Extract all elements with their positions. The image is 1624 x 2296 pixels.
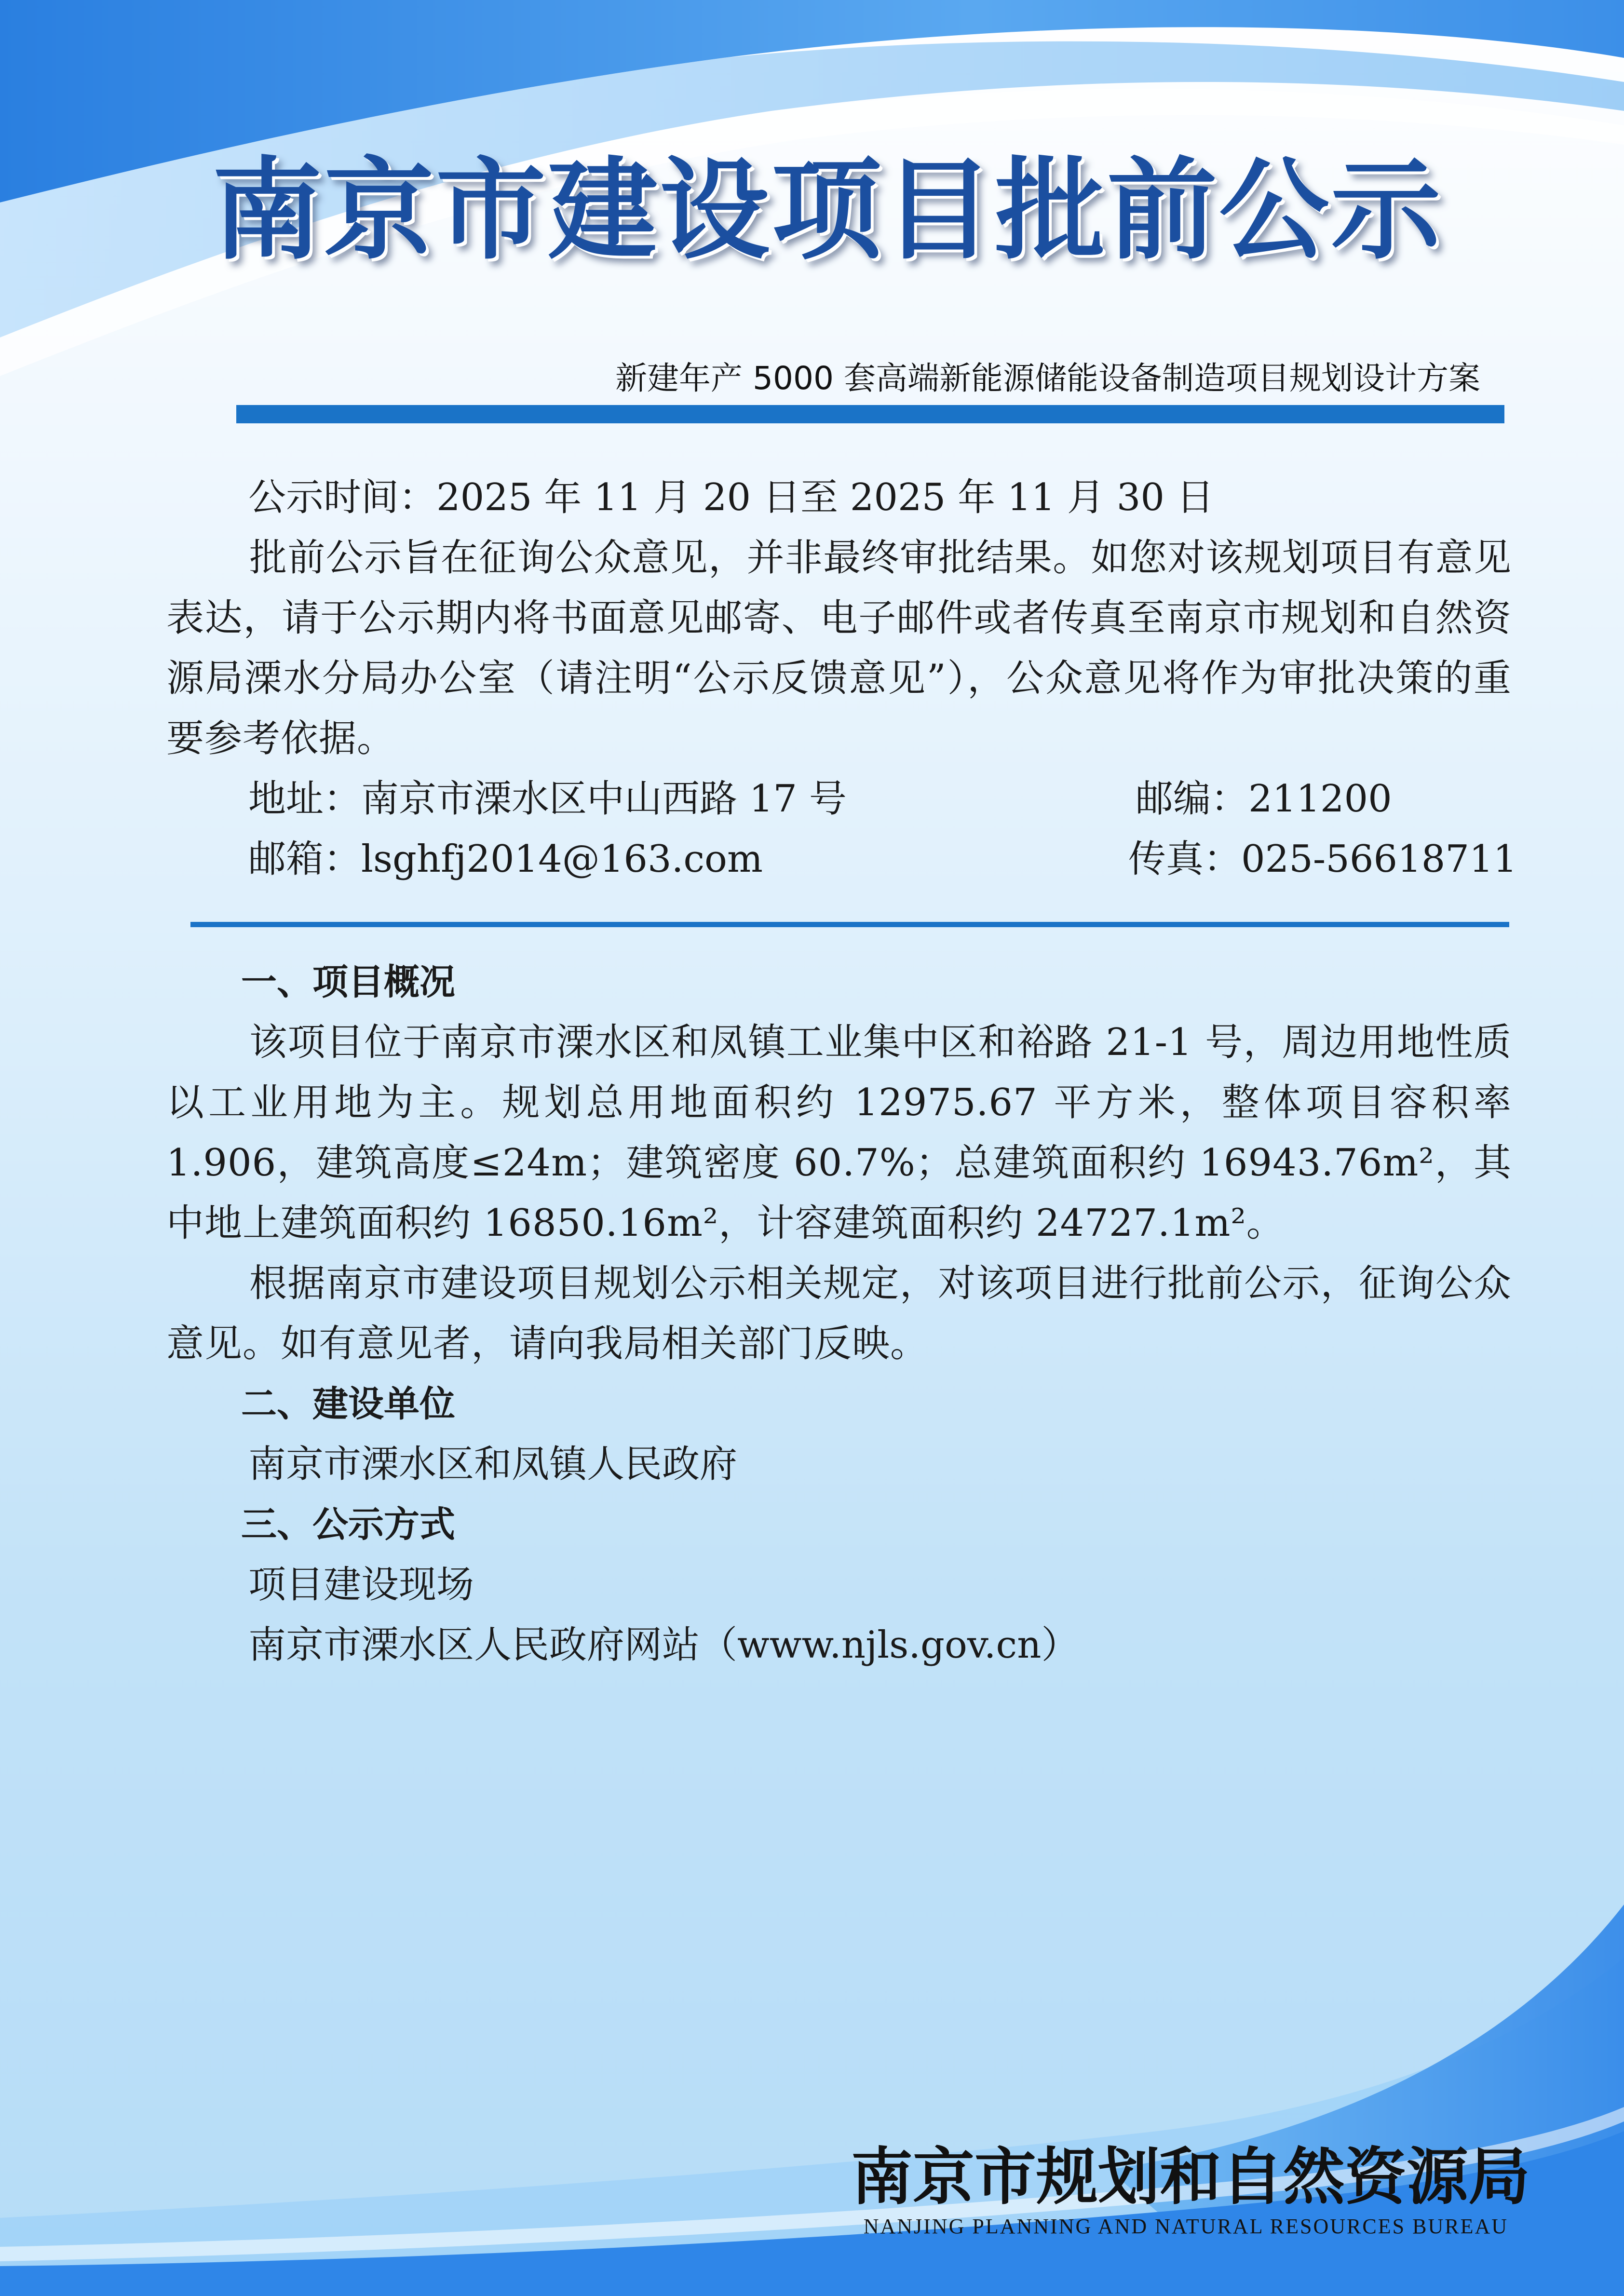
- method-item-site: 项目建设现场: [248, 1563, 474, 1607]
- page-title: 南京市建设项目批前公示: [212, 145, 1443, 274]
- builder-name: 南京市溧水区和凤镇人民政府: [248, 1443, 738, 1486]
- notice-email: 邮箱：lsghfj2014@163.com: [248, 837, 763, 881]
- overview-paragraph: 该项目位于南京市溧水区和凤镇工业集中区和裕路 21-1 号，周边用地性质以工业用地为主。规划总用地面积约 12975.67 平方米，整体项目容积率 1.906，建筑高度≤24m；建筑密度 60.7%；总建筑面积约 16943.76m²，其中地上建筑面积约 16850.16m²，计容建筑面积约 24727.1m²。: [166, 1021, 1512, 1245]
- notice-address: 地址：南京市溧水区中山西路 17 号: [248, 777, 847, 821]
- notice-postcode: 邮编：211200: [1136, 777, 1392, 821]
- org-name-english: NANJING PLANNING AND NATURAL RESOURCES BUREAU: [863, 2215, 1508, 2238]
- section-divider: [190, 922, 1509, 927]
- project-name: 新建年产 5000 套高端新能源储能设备制造项目规划设计方案: [615, 360, 1480, 397]
- header-divider: [236, 405, 1504, 423]
- section-heading-method: 三、公示方式: [241, 1504, 455, 1545]
- overview-paragraph-2: 根据南京市建设项目规划公示相关规定，对该项目进行批前公示，征询公众意见。如有意见者，请向我局相关部门反映。: [166, 1262, 1512, 1365]
- notice-fax: 传真：025-56618711: [1128, 837, 1517, 881]
- section-heading-overview: 一、项目概况: [241, 961, 455, 1003]
- org-name: 南京市规划和自然资源局: [851, 2141, 1530, 2213]
- method-item-website: 南京市溧水区人民政府网站（www.njls.gov.cn）: [248, 1623, 1079, 1667]
- notice-period: 公示时间：2025 年 11 月 20 日至 2025 年 11 月 30 日: [248, 476, 1214, 519]
- notice-intro: 批前公示旨在征询公众意见，并非最终审批结果。如您对该规划项目有意见表达，请于公示期内将书面意见邮寄、电子邮件或者传真至南京市规划和自然资源局溧水分局办公室（请注明“公示反馈意见”），公众意见将作为审批决策的重要参考依据。: [166, 536, 1512, 760]
- section-heading-builder: 二、建设单位: [241, 1383, 455, 1425]
